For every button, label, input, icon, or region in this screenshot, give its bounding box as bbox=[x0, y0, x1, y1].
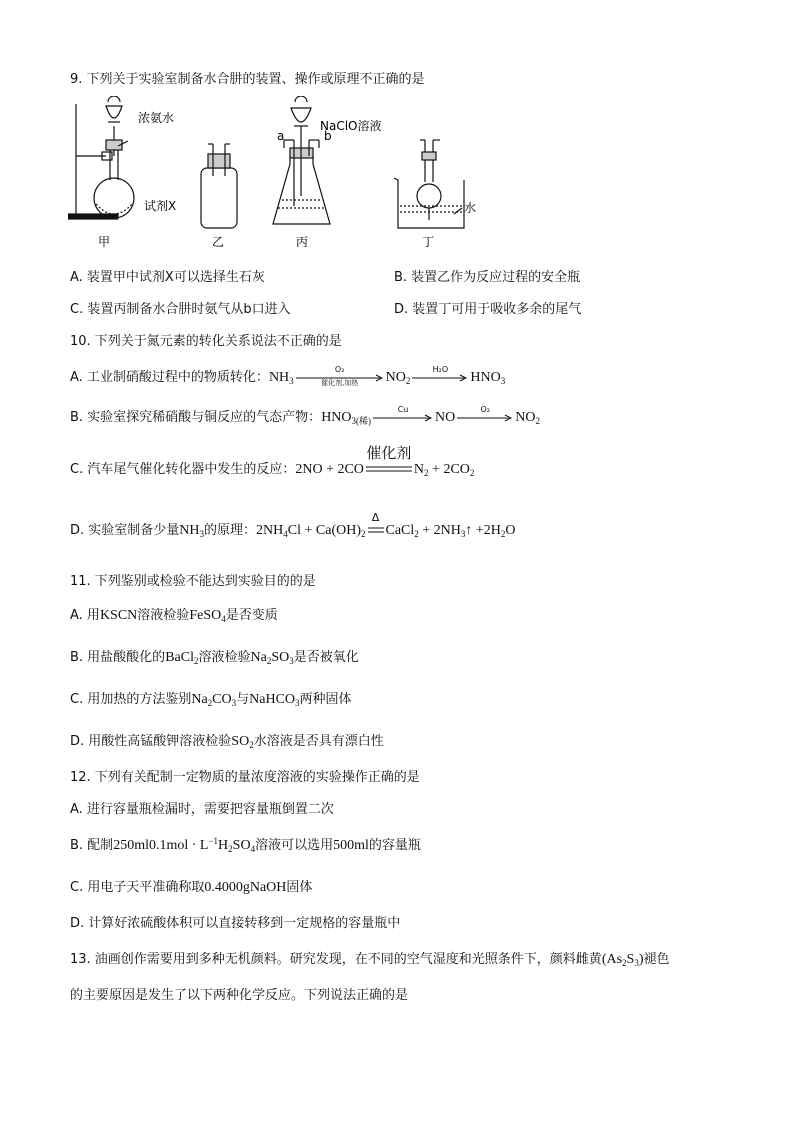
q11-stem: 11. 下列鉴别或检验不能达到实验目的的是 bbox=[70, 574, 316, 589]
fig-port-b: b bbox=[324, 129, 332, 143]
q12-stem: 12. 下列有关配制一定物质的量浓度溶液的实验操作正确的是 bbox=[70, 770, 420, 785]
heat-equals: Δ bbox=[371, 511, 380, 524]
q9-stem: 9. 下列关于实验室制备水合肼的装置、操作或原理不正确的是 bbox=[70, 72, 425, 87]
fig-caption-bing: 丙 bbox=[296, 235, 309, 249]
fig-caption-yi: 乙 bbox=[212, 235, 225, 249]
apparatus-figure bbox=[68, 96, 488, 256]
funnel-stopper bbox=[108, 96, 120, 102]
fig-ammonia-label: 浓氨水 bbox=[138, 111, 175, 125]
arrow-o2-catalyst: O₂ 催化剂,加热 bbox=[296, 374, 384, 382]
fig-port-a: a bbox=[277, 129, 285, 143]
q9-option-b: B. 装置乙作为反应过程的安全瓶 bbox=[394, 270, 581, 285]
naclo-funnel bbox=[291, 108, 311, 122]
arrow-o2: O₂ bbox=[457, 414, 513, 422]
arrow-cu: Cu bbox=[373, 414, 433, 422]
q10-option-d: D. 实验室制备少量$NH_3$的原理：$2NH_4Cl + Ca(OH)_2$ Δ CaCl$_2$ + $2NH_3↑ +2H_2O$ bbox=[70, 511, 516, 539]
q9-option-d: D. 装置丁可用于吸收多余的尾气 bbox=[394, 302, 582, 317]
q11-option-b: B. 用盐酸酸化的BaCl$_2$溶液检验$Na_2SO_3$是否被氧化 bbox=[70, 650, 359, 666]
fig-caption-jia: 甲 bbox=[98, 235, 111, 249]
q12-option-a: A. 进行容量瓶检漏时，需要把容量瓶倒置二次 bbox=[70, 802, 334, 817]
beaker bbox=[398, 180, 464, 228]
fig-water-label: 水 bbox=[464, 201, 477, 215]
arrow-h2o: H₂O bbox=[412, 374, 468, 382]
q12-option-d: D. 计算好浓硫酸体积可以直接转移到一定规格的容量瓶中 bbox=[70, 916, 401, 931]
safety-bottle bbox=[201, 168, 237, 228]
fig-reagent-label: 试剂X bbox=[144, 199, 177, 213]
q12-option-c: C. 用电子天平准确称取0.4000gNaOH固体 bbox=[70, 880, 313, 895]
round-flask bbox=[94, 178, 134, 218]
q11-option-d: D. 用酸性高锰酸钾溶液检验$SO_2$水溶液是否具有漂白性 bbox=[70, 734, 384, 750]
q9-option-a: A. 装置甲中试剂X可以选择生石灰 bbox=[70, 270, 265, 285]
q9-option-c: C. 装置丙制备水合肼时氨气从b口进入 bbox=[70, 302, 291, 317]
q13-line2: 的主要原因是发生了以下两种化学反应。下列说法正确的是 bbox=[70, 988, 409, 1003]
sep-funnel bbox=[106, 106, 122, 118]
q10-stem: 10. 下列关于氮元素的转化关系说法不正确的是 bbox=[70, 334, 342, 349]
q11-option-c: C. 用加热的方法鉴别$Na_2CO_3$与NaHCO$_3$两种固体 bbox=[70, 692, 352, 708]
q10-option-b: B. 实验室探究稀硝酸与铜反应的气态产物：$HNO_{3(稀)}$ Cu NO O₂ $NO_2$ bbox=[70, 404, 540, 426]
fig-naclo-label: NaClO溶液 bbox=[320, 119, 382, 133]
q10-option-c: C. 汽车尾气催化转化器中发生的反应：2NO + 2CO 催化剂 $N_2 + 2CO_2$ bbox=[70, 444, 475, 478]
q13-line1: 13. 油画创作需要用到多种无机颜料。研究发现，在不同的空气湿度和光照条件下，颜料雌黄$(As_2S_3)$褪色 bbox=[70, 952, 670, 968]
drying-bulb bbox=[417, 184, 441, 208]
fig-caption-ding: 丁 bbox=[422, 235, 435, 249]
q10-option-a: A. 工业制硝酸过程中的物质转化：$NH_3$ O₂ 催化剂,加热 $NO_2$ H₂O $HNO_3$ bbox=[70, 364, 506, 387]
q11-option-a: A. 用KSCN溶液检验FeSO$_4$是否变质 bbox=[70, 608, 278, 624]
catalyst-equals: 催化剂 bbox=[366, 444, 412, 462]
q12-option-b: B. 配制$250ml0.1mol \cdot L^{-1}H_2SO_4$溶液可以选用500ml的容量瓶 bbox=[70, 836, 421, 854]
